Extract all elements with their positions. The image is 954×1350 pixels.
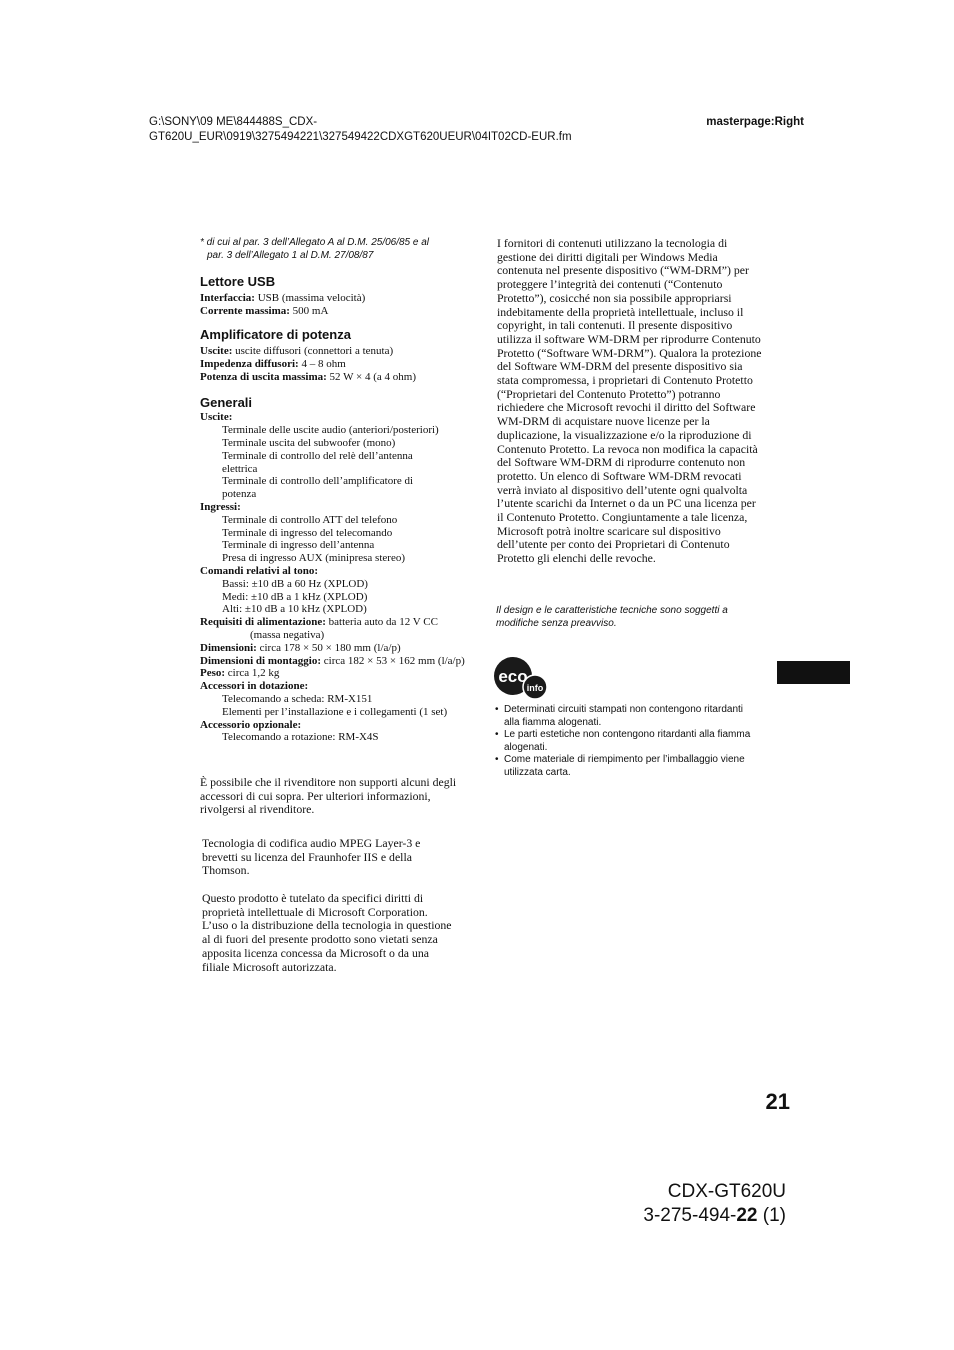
dealer-note: È possibile che il rivenditore non supporti alcuni degli accessori di cui sopra. Per ulteriori informazioni, rivolgersi al rivenditore. [200, 775, 457, 817]
file-path-line2: GT620U_EUR\0919\3275494221\327549422CDXGT620UEUR\04IT02CD-EUR.fm [149, 131, 572, 143]
model-name: CDX-GT620U [667, 1181, 786, 1202]
general-inputs-label: Ingressi: [200, 500, 241, 513]
microsoft-note: Questo prodotto è tutelato da specifici diritti di proprietà intellettuale di Microsoft Corporation. L’uso o la distribuzione della tecnologia in questione al di fuori del presente prodotto sono vietati senza apposita licenza concessa da Microsoft o da una filiale Microsoft autorizzata. [202, 891, 452, 974]
masterpage-label: masterpage:Right [706, 116, 804, 128]
general-outputs-label: Uscite: [200, 411, 233, 424]
amp-impedance: Impedenza diffusori: 4 – 8 ohm [200, 357, 346, 370]
general-weight: Peso: circa 1,2 kg [200, 667, 280, 680]
design-note: Il design e le caratteristiche tecniche sono soggetti a modifiche senza preavviso. [496, 605, 728, 629]
general-tone-item: Alti: ±10 dB a 10 kHz (XPLOD) [222, 603, 367, 616]
amp-outputs: Uscite: uscite diffusori (connettori a tenuta) [200, 345, 394, 358]
general-output-item: Terminale uscita del subwoofer (mono) [222, 436, 396, 449]
mp3-note: Tecnologia di codifica audio MPEG Layer-3 e brevetti su licenza del Fraunhofer IIS e della Thomson. [202, 836, 421, 878]
general-supplied-label: Accessori in dotazione: [200, 680, 309, 693]
general-dimensions: Dimensioni: circa 178 × 50 × 180 mm (l/a/p) [200, 641, 401, 654]
general-output-item: Terminale di controllo del relè dell’antenna elettrica [222, 449, 413, 475]
eco-info-icon [494, 656, 550, 700]
model-info [560, 1180, 786, 1228]
general-power-req: Requisiti di alimentazione: batteria auto da 12 V CC (massa negativa) [200, 616, 438, 641]
general-tone-label: Comandi relativi al tono: [200, 564, 319, 577]
general-supplied-item: Elementi per l’installazione e i collegamenti (1 set) [222, 705, 448, 718]
file-path [149, 115, 709, 145]
eco-info-word: info [526, 683, 544, 693]
general-optional-item: Telecomando a rotazione: RM-X4S [222, 731, 379, 744]
general-supplied-item: Telecomando a scheda: RM-X151 [222, 692, 373, 705]
page-number: 21 [765, 1089, 790, 1114]
general-tone-item: Bassi: ±10 dB a 60 Hz (XPLOD) [222, 577, 368, 590]
eco-item: • Le parti estetiche non contengono ritardanti alla fiamma alogenati. [495, 729, 757, 754]
usb-interface: Interfaccia: USB (massima velocità) [200, 291, 366, 304]
footnote [200, 237, 470, 262]
general-input-item: Terminale di ingresso del telecomando [222, 526, 393, 539]
amp-heading: Amplificatore di potenza [200, 327, 351, 343]
general-output-item: Terminale di controllo dell’amplificatore di potenza [222, 475, 414, 501]
general-output-item: Terminale delle uscite audio (anteriori/posteriori) [222, 424, 439, 437]
general-input-item: Terminale di controllo ATT del telefono [222, 513, 398, 526]
general-input-item: Terminale di ingresso dell’antenna [222, 539, 375, 552]
footnote-line1: * di cui al par. 3 dell’Allegato A al D.M. 25/06/85 e al [200, 237, 430, 248]
general-heading: Generali [200, 394, 253, 410]
eco-item: • Determinati circuiti stampati non contengono ritardanti alla fiamma alogenati. [495, 704, 757, 729]
eco-word: eco [498, 667, 528, 686]
usb-current: Corrente massima: 500 mA [200, 304, 329, 317]
general-optional-label: Accessorio opzionale: [200, 718, 302, 731]
eco-info-logo [494, 656, 550, 700]
drm-text: I fornitori di contenuti utilizzano la tecnologia di gestione dei diritti digitali per Windows Media contenuta nel presente dispositivo (“WM-DRM”) per proteggere l’integrità dei contenuti (“Contenuto Protetto”), cosicché non sia possibile appropriarsi indebitamente della proprietà intellettuale, incluso il copyright, in tali contenuti. Il presente dispositivo utilizza il software WM-DRM per riprodurre Contenuto Protetto (“Software WM-DRM”). Qualora la protezione del Software WM-DRM del presente dispositivo sia stata compromessa, i proprietari di Contenuto Protetto (“Proprietari del Contenuto Protetto”) potranno richiedere che Microsoft revochi il diritto del Software WM-DRM di acquistare nuove licenze per la duplicazione, la visualizzazione e/o la riproduzione di Contenuto Protetto. La revoca non modifica la capacità del Software WM-DRM di riprodurre contenuto non protetto. Un elenco di Software WM-DRM revocati verrà inviato al dispositivo dell’utente ogni qualvolta l’utente scarichi da Internet o da un PC una licenza per il Contenuto Protetto. Congiuntamente a tale licenza, Microsoft potrà inoltre scaricare sul dispositivo dell’utente per conto dei Proprietari di Contenuto Protetto gli elenchi delle revoche. [497, 236, 762, 566]
general-input-item: Presa di ingresso AUX (minipresa stereo) [222, 552, 405, 565]
left-column [200, 237, 470, 744]
file-path-line1: G:\SONY\09 ME\844488S_CDX- [149, 116, 318, 128]
amp-power: Potenza di uscita massima: 52 W × 4 (a 4 ohm) [200, 370, 416, 383]
usb-heading: Lettore USB [200, 274, 276, 289]
general-mount: Dimensioni di montaggio: circa 182 × 53 × 162 mm (l/a/p) [200, 654, 465, 667]
eco-list [495, 704, 757, 780]
eco-item: • Come materiale di riempimento per l’imballaggio viene utilizzata carta. [495, 754, 757, 779]
general-tone-item: Medi: ±10 dB a 1 kHz (XPLOD) [222, 590, 368, 603]
section-tab [777, 661, 850, 684]
footnote-line2: par. 3 dell’Allegato 1 al D.M. 27/08/87 [207, 249, 374, 261]
model-code: 3-275-494-22 (1) [643, 1205, 786, 1226]
